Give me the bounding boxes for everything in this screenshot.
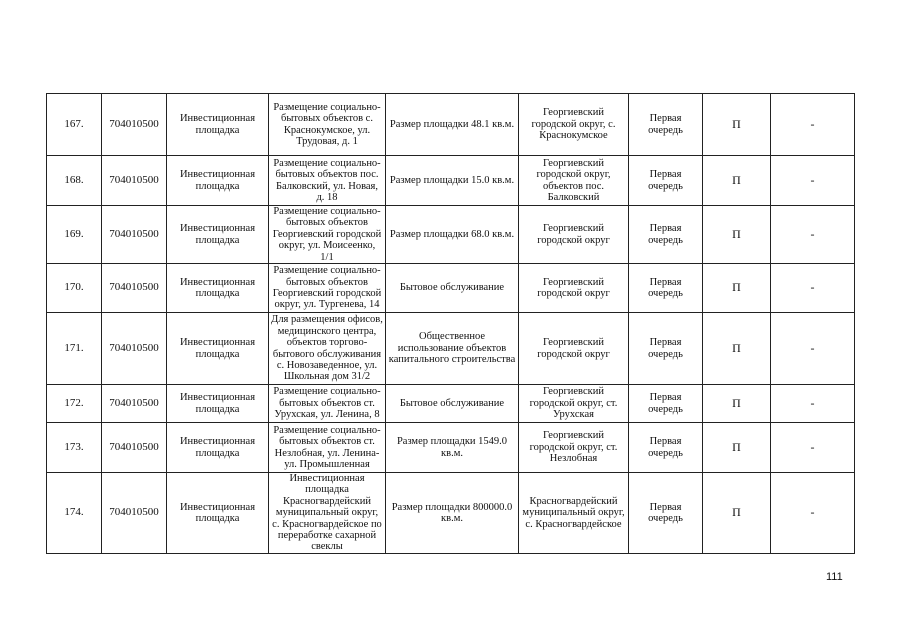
table-row <box>47 385 855 423</box>
code-cell: 704010500 <box>102 423 167 473</box>
size-cell: Размер площадки 1549.0 кв.м. <box>386 423 519 473</box>
row-number: 168. <box>47 156 102 206</box>
code-cell: 704010500 <box>102 385 167 423</box>
description-cell: Размещение социально-бытовых объектов пос. Балковский, ул. Новая, д. 18 <box>269 156 386 206</box>
priority-cell: Первая очередь <box>629 94 703 156</box>
row-number: 174. <box>47 473 102 554</box>
size-cell: Бытовое обслуживание <box>386 264 519 313</box>
location-cell: Георгиевский городской округ, объектов пос. Балковский <box>519 156 629 206</box>
dash-cell: - <box>771 385 855 423</box>
size-cell: Общественное использование объектов капитального строительства <box>386 313 519 385</box>
mark-cell: П <box>703 385 771 423</box>
location-cell: Георгиевский городской округ, ст. Незлобная <box>519 423 629 473</box>
table-row <box>47 94 855 156</box>
type-cell: Инвестиционная площадка <box>167 206 269 264</box>
code-cell: 704010500 <box>102 206 167 264</box>
location-cell: Георгиевский городской округ <box>519 264 629 313</box>
type-cell: Инвестиционная площадка <box>167 156 269 206</box>
dash-cell: - <box>771 94 855 156</box>
row-number: 169. <box>47 206 102 264</box>
type-cell: Инвестиционная площадка <box>167 94 269 156</box>
description-cell: Размещение социально-бытовых объектов Георгиевский городской округ, ул. Моисеенко, 1/1 <box>269 206 386 264</box>
description-cell: Размещение социально-бытовых объектов ст. Незлобная, ул. Ленина-ул. Промышленная <box>269 423 386 473</box>
mark-cell: П <box>703 264 771 313</box>
mark-cell: П <box>703 206 771 264</box>
priority-cell: Первая очередь <box>629 264 703 313</box>
description-cell: Для размещения офисов, медицинского центра, объектов торгово-бытового обслуживания с. Новозаведенное, ул. Школьная дом 31/2 <box>269 313 386 385</box>
description-cell: Размещение социально-бытовых объектов с. Краснокумское, ул. Трудовая, д. 1 <box>269 94 386 156</box>
size-cell: Размер площадки 68.0 кв.м. <box>386 206 519 264</box>
location-cell: Красногвардейский муниципальный округ, с. Красногвардейское <box>519 473 629 554</box>
dash-cell: - <box>771 156 855 206</box>
table-row <box>47 264 855 313</box>
location-cell: Георгиевский городской округ <box>519 206 629 264</box>
code-cell: 704010500 <box>102 473 167 554</box>
location-cell: Георгиевский городской округ, с. Краснокумское <box>519 94 629 156</box>
type-cell: Инвестиционная площадка <box>167 473 269 554</box>
row-number: 171. <box>47 313 102 385</box>
description-cell: Инвестиционная площадка Красногвардейский муниципальный округ, с. Красногвардейское по переработке сахарной свеклы <box>269 473 386 554</box>
table-row <box>47 473 855 554</box>
type-cell: Инвестиционная площадка <box>167 423 269 473</box>
table-row <box>47 206 855 264</box>
mark-cell: П <box>703 473 771 554</box>
location-cell: Георгиевский городской округ <box>519 313 629 385</box>
table-row <box>47 156 855 206</box>
dash-cell: - <box>771 313 855 385</box>
size-cell: Бытовое обслуживание <box>386 385 519 423</box>
page-number: 111 <box>826 571 843 583</box>
priority-cell: Первая очередь <box>629 473 703 554</box>
data-table <box>46 93 855 554</box>
mark-cell: П <box>703 94 771 156</box>
table-row <box>47 313 855 385</box>
row-number: 172. <box>47 385 102 423</box>
priority-cell: Первая очередь <box>629 423 703 473</box>
size-cell: Размер площадки 48.1 кв.м. <box>386 94 519 156</box>
dash-cell: - <box>771 206 855 264</box>
code-cell: 704010500 <box>102 313 167 385</box>
dash-cell: - <box>771 473 855 554</box>
code-cell: 704010500 <box>102 156 167 206</box>
description-cell: Размещение социально-бытовых объектов ст. Урухская, ул. Ленина, 8 <box>269 385 386 423</box>
type-cell: Инвестиционная площадка <box>167 385 269 423</box>
type-cell: Инвестиционная площадка <box>167 313 269 385</box>
row-number: 173. <box>47 423 102 473</box>
priority-cell: Первая очередь <box>629 156 703 206</box>
mark-cell: П <box>703 423 771 473</box>
mark-cell: П <box>703 156 771 206</box>
code-cell: 704010500 <box>102 94 167 156</box>
type-cell: Инвестиционная площадка <box>167 264 269 313</box>
priority-cell: Первая очередь <box>629 206 703 264</box>
size-cell: Размер площадки 15.0 кв.м. <box>386 156 519 206</box>
code-cell: 704010500 <box>102 264 167 313</box>
size-cell: Размер площадки 800000.0 кв.м. <box>386 473 519 554</box>
row-number: 170. <box>47 264 102 313</box>
mark-cell: П <box>703 313 771 385</box>
dash-cell: - <box>771 264 855 313</box>
description-cell: Размещение социально-бытовых объектов Георгиевский городской округ, ул. Тургенева, 14 <box>269 264 386 313</box>
priority-cell: Первая очередь <box>629 313 703 385</box>
dash-cell: - <box>771 423 855 473</box>
row-number: 167. <box>47 94 102 156</box>
location-cell: Георгиевский городской округ, ст. Урухская <box>519 385 629 423</box>
table-row <box>47 423 855 473</box>
priority-cell: Первая очередь <box>629 385 703 423</box>
